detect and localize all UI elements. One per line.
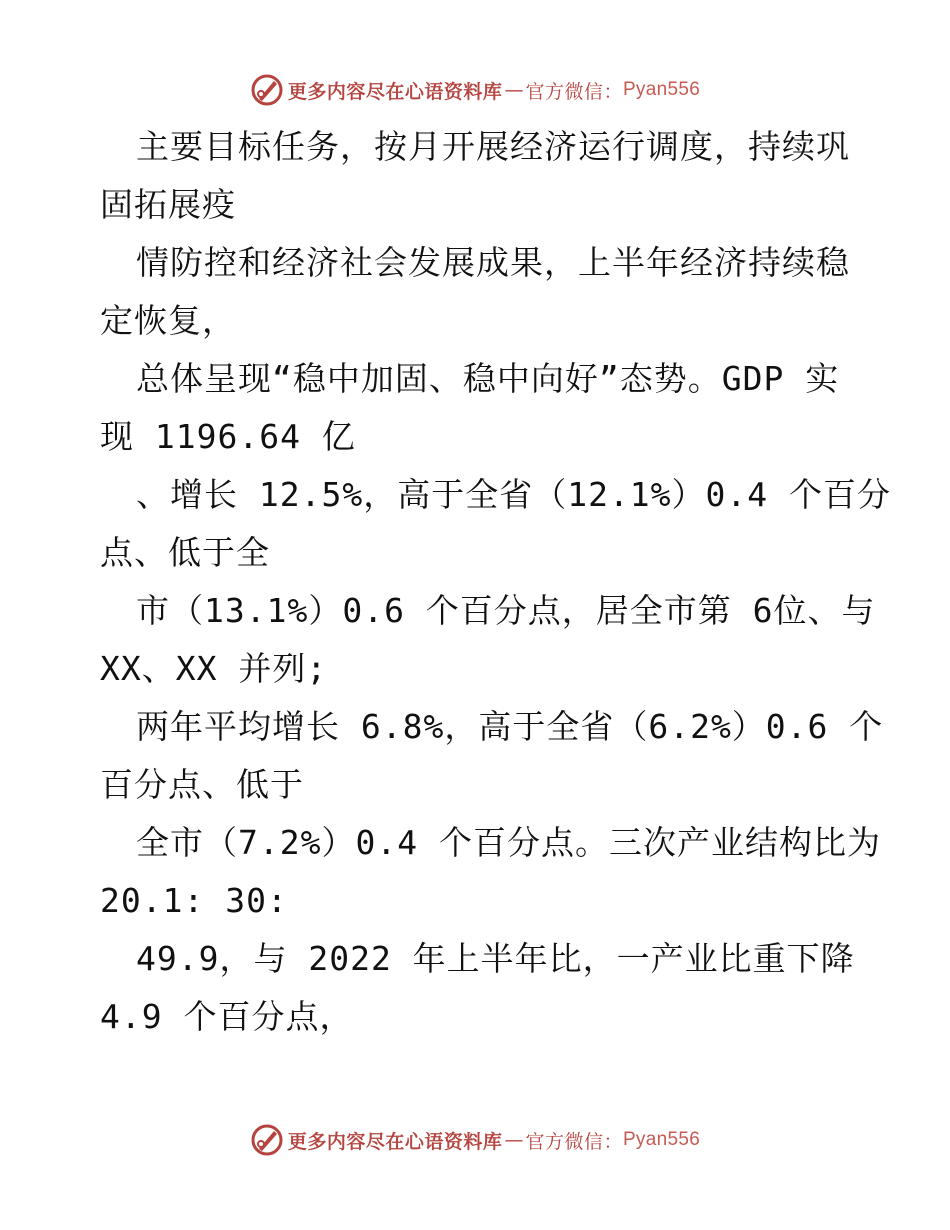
paragraph-line: 固拓展疫 [100, 185, 236, 224]
watermark-banner-top [0, 68, 950, 112]
watermark-text: 更多内容尽在心语资料库 [287, 80, 503, 103]
paragraph-line: 情防控和经济社会发展成果，上半年经济持续稳 [136, 243, 850, 282]
paragraph-line: 点、低于全 [100, 533, 270, 572]
quill-pen-logo-icon [250, 1123, 284, 1157]
paragraph-line: 百分点、低于 [100, 765, 304, 804]
paragraph-line: 现 1196.64 亿 [100, 417, 356, 456]
paragraph-line: 、增长 12.5%，高于全省（12.1%）0.4 个百分 [136, 475, 892, 514]
watermark-label: 官方微信： [525, 80, 623, 103]
quill-pen-logo-icon [250, 73, 284, 107]
paragraph-line: 20.1: 30: [100, 881, 288, 920]
paragraph-line: 总体呈现“稳中加固、稳中向好”态势。GDP 实 [136, 359, 840, 398]
paragraph-line: 4.9 个百分点， [100, 997, 354, 1036]
watermark-handle: Pyan556 [622, 79, 701, 100]
watermark-dash: — [504, 79, 524, 101]
paragraph-line: 定恢复， [100, 301, 236, 340]
paragraph-line: 两年平均增长 6.8%，高于全省（6.2%）0.6 个 [136, 707, 884, 746]
paragraph-line: 主要目标任务，按月开展经济运行调度，持续巩 [136, 127, 850, 166]
paragraph-line: XX、XX 并列; [100, 649, 328, 688]
watermark-label: 官方微信： [525, 1130, 623, 1153]
document-body [100, 118, 892, 1046]
watermark-dash: — [504, 1129, 524, 1151]
paragraph-line: 49.9，与 2022 年上半年比，一产业比重下降 [136, 939, 855, 978]
paragraph-line: 市（13.1%）0.6 个百分点，居全市第 6位、与 [136, 591, 876, 630]
watermark-handle: Pyan556 [622, 1129, 701, 1150]
watermark-banner-bottom [0, 1118, 950, 1162]
watermark-text: 更多内容尽在心语资料库 [287, 1130, 503, 1153]
paragraph-line: 全市（7.2%）0.4 个百分点。三次产业结构比为 [136, 823, 881, 862]
